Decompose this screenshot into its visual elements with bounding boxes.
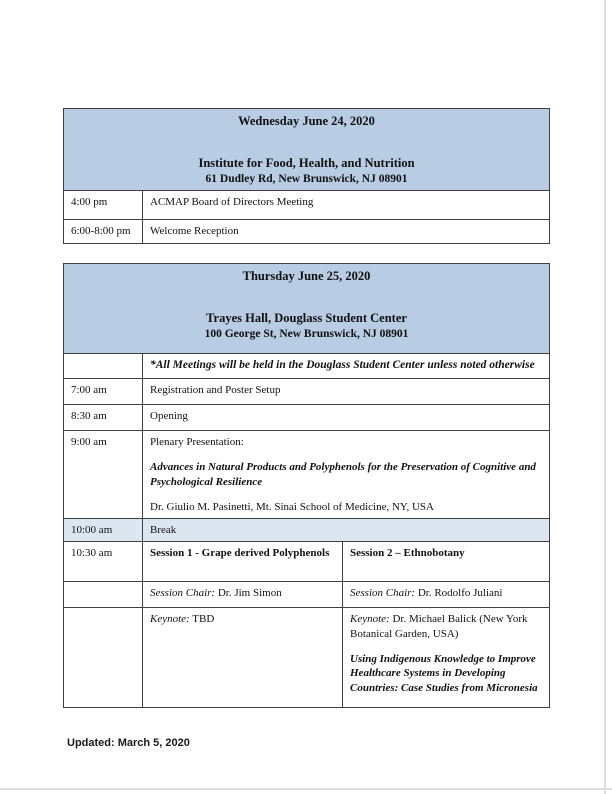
time-cell: 9:00 am (64, 431, 143, 519)
event-cell: Opening (143, 405, 550, 431)
event-cell: Break (143, 519, 550, 542)
session1-chair-cell (143, 582, 343, 608)
table-row (64, 405, 550, 431)
keynote-label: Keynote: (150, 613, 190, 626)
table-row (64, 379, 550, 405)
session-title-row (64, 542, 550, 582)
session2-keynote-talk: Using Indigenous Knowledge to Improve Healthcare Systems in Developing Countries: Case Studies from Micronesia (350, 653, 538, 694)
time-cell-empty (64, 582, 143, 608)
event-cell: ACMAP Board of Directors Meeting (143, 191, 550, 220)
table-row (64, 220, 550, 243)
plenary-label: Plenary Presentation: (150, 436, 244, 448)
page-right-edge (604, 0, 606, 794)
venue-name: Trayes Hall, Douglass Student Center (206, 311, 407, 326)
session1-keynote-cell (143, 608, 343, 708)
session1-title: Session 1 - Grape derived Polyphenols (143, 542, 343, 582)
plenary-cell (143, 431, 550, 519)
plenary-speaker: Dr. Giulio M. Pasinetti, Mt. Sinai School of Medicine, NY, USA (150, 500, 434, 513)
wednesday-header-cell (64, 109, 550, 191)
time-cell: 4:00 pm (64, 191, 143, 220)
thursday-header-cell (64, 264, 550, 354)
chair-label: Session Chair: (350, 587, 416, 600)
session1-keynote: TBD (192, 613, 215, 626)
day-title: Thursday June 25, 2020 (242, 269, 371, 283)
session-keynote-row (64, 608, 550, 708)
wednesday-schedule-table (63, 108, 550, 244)
keynote-label: Keynote: (350, 613, 390, 626)
time-cell: 10:30 am (64, 542, 143, 582)
time-cell: 6:00-8:00 pm (64, 220, 143, 243)
event-cell: Welcome Reception (143, 220, 550, 243)
thursday-header-row (64, 264, 550, 354)
session2-keynote-cell (343, 608, 550, 708)
venue-address: 100 George St, New Brunswick, NJ 08901 (204, 327, 409, 340)
thursday-schedule-table (63, 263, 550, 708)
session1-chair: Dr. Jim Simon (217, 587, 282, 600)
venue-name: Institute for Food, Health, and Nutrition (198, 156, 415, 171)
meetings-note: *All Meetings will be held in the Douglass Student Center unless noted otherwise (143, 354, 550, 379)
session-chair-row (64, 582, 550, 608)
session2-title: Session 2 – Ethnobotany (343, 542, 550, 582)
venue-address: 61 Dudley Rd, New Brunswick, NJ 08901 (205, 172, 408, 185)
session2-keynote: Dr. Michael Balick (New York Botanical Garden, USA) (350, 613, 528, 640)
time-cell-empty (64, 354, 143, 379)
plenary-talk-title: Advances in Natural Products and Polyphenols for the Preservation of Cognitive and Psychological Resilience (150, 461, 536, 488)
time-cell-empty (64, 608, 143, 708)
day-title: Wednesday June 24, 2020 (238, 114, 375, 128)
time-cell: 10:00 am (64, 519, 143, 542)
time-cell: 8:30 am (64, 405, 143, 431)
plenary-row (64, 431, 550, 519)
wednesday-header-row (64, 109, 550, 191)
page-bottom-edge (0, 788, 612, 790)
updated-note: Updated: March 5, 2020 (67, 737, 190, 749)
chair-label: Session Chair: (150, 587, 216, 600)
event-cell: Registration and Poster Setup (143, 379, 550, 405)
table-row (64, 191, 550, 220)
note-row (64, 354, 550, 379)
break-row (64, 519, 550, 542)
time-cell: 7:00 am (64, 379, 143, 405)
session2-chair: Dr. Rodolfo Juliani (417, 587, 503, 600)
session2-chair-cell (343, 582, 550, 608)
